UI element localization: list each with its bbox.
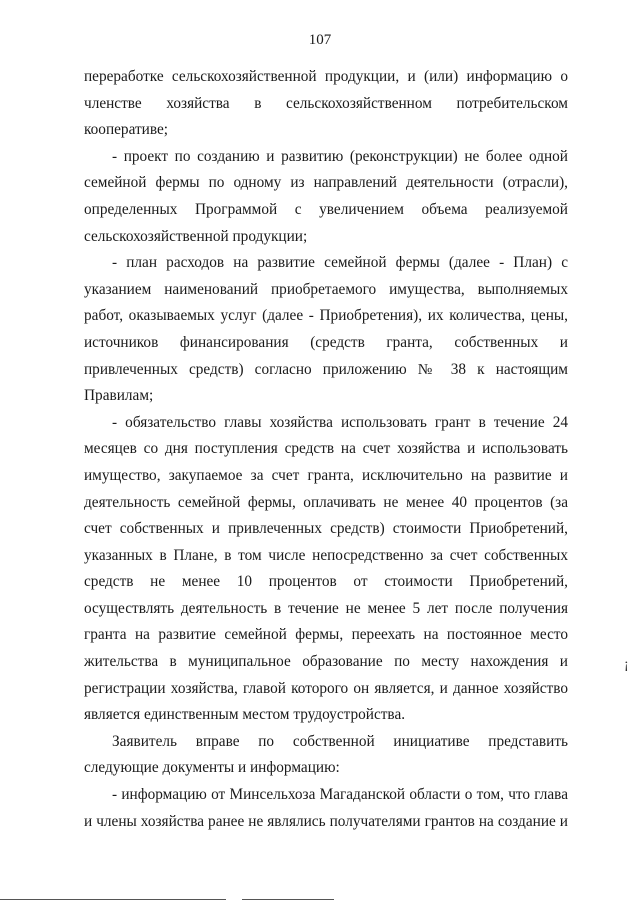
paragraph-membership-info: переработке сельскохозяйственной продукции, и (или) информацию о членстве хозяйства в сельскохозяйственном потребительском кооперативе; — [84, 68, 568, 139]
paragraph-ministry-info: - информацию от Минсельхоза Магаданской области о том, что глава и члены хозяйства ранее не являлись получателями грантов на создание и — [84, 786, 568, 830]
bottom-divider — [0, 899, 226, 900]
margin-mark: ¡ — [624, 657, 629, 672]
page-number: 107 — [308, 32, 332, 48]
paragraph-obligation: - обязательство главы хозяйства использовать грант в течение 24 месяцев со дня поступления средств на счет хозяйства и использовать имущество, закупаемое за счет гранта, исключительно на развитие и деятельность семейной фермы, оплачивать не менее 40 процентов (за счет собственных и привлеченных средств) стоимости Приобретений, указанных в Плане, в том числе непосредственно за счет собственных средств не менее 10 процентов от стоимости Приобретений, осуществлять деятельность в течение не менее 5 лет после получения гранта на развитие семейной фермы, переехать на постоянное место жительства в муниципальное образование по месту нахождения и регистрации хозяйства, главой которого он является, и данное хозяйство является единственным местом трудоустройства. — [84, 413, 568, 724]
paragraph-expense-plan: - план расходов на развитие семейной фермы (далее - План) с указанием наименований приобретаемого имущества, выполняемых работ, оказываемых услуг (далее - Приобретения), их количества, цены, источников финансирования (средств гранта, собственных и привлеченных средств) согласно приложению № 38 к настоящим Правилам; — [84, 254, 568, 405]
paragraph-farm-project: - проект по созданию и развитию (реконструкции) не более одной семейной фермы по одному из направлений деятельности (отрасли), определенных Программой с увеличением объема реализуемой сельскохозяйственной продукции; — [84, 147, 568, 245]
paragraph-applicant-right: Заявитель вправе по собственной инициативе представить следующие документы и информацию: — [84, 732, 568, 777]
document-body — [84, 64, 568, 835]
bottom-divider-short — [242, 899, 334, 900]
